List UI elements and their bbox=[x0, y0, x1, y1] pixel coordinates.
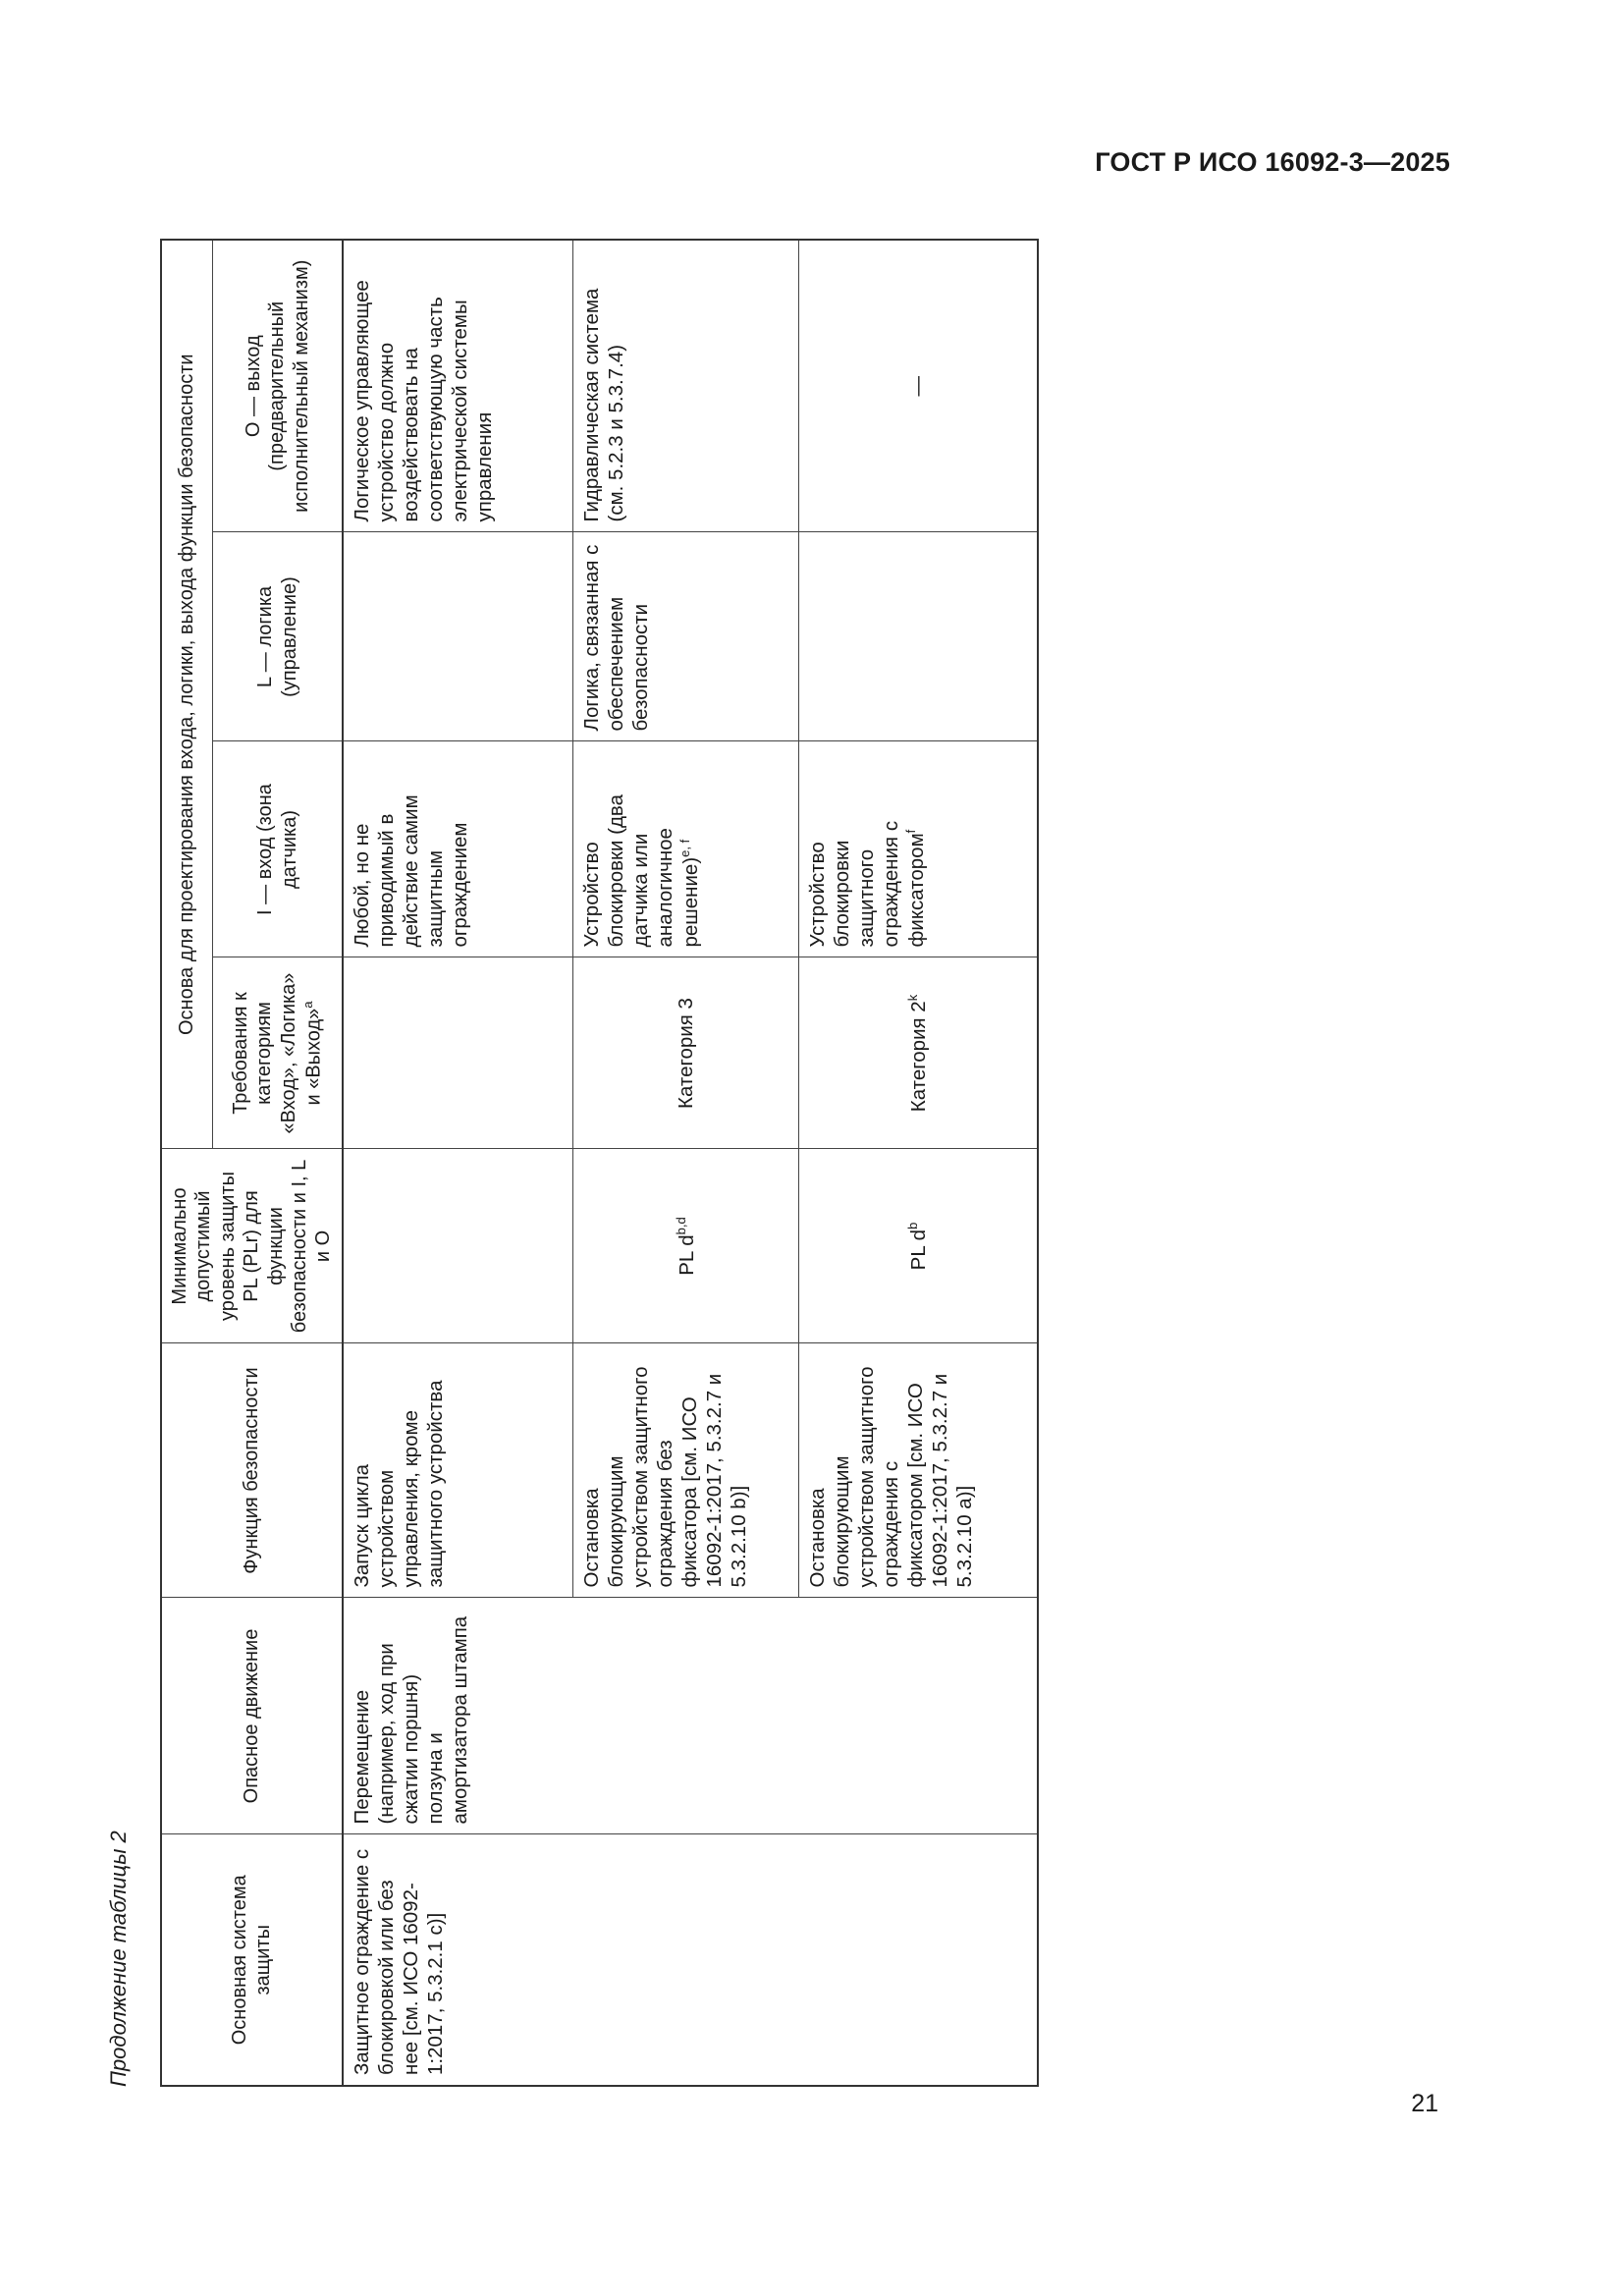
pl-value: PL d bbox=[906, 1229, 930, 1271]
logic-cell bbox=[343, 532, 573, 741]
category-value: Категория 3 bbox=[675, 998, 698, 1109]
header-output: O — выход (предварительный исполнительный механизм) bbox=[213, 240, 343, 532]
input-cell: Любой, но не приводимый в действие самим защитным ограждением bbox=[343, 741, 573, 957]
safety-functions-table bbox=[160, 239, 1039, 2087]
table-row bbox=[343, 240, 573, 2086]
header-function: Функция безопасности bbox=[161, 1343, 343, 1598]
input-sup: f bbox=[903, 829, 919, 834]
pl-sup: b,d bbox=[673, 1217, 688, 1235]
system-cell: Защитное ограждение с блокировкой или без нее [см. ИСО 16092-1:2017, 5.3.2.1 c)] bbox=[343, 1834, 1038, 2086]
header-category-sup: a bbox=[300, 1001, 316, 1009]
input-cell bbox=[573, 741, 799, 957]
pl-cell bbox=[573, 1149, 799, 1343]
header-input: I — вход (зона датчика) bbox=[213, 741, 343, 957]
table-caption: Продолжение таблицы 2 bbox=[106, 1831, 131, 2087]
category-cell bbox=[343, 957, 573, 1149]
input-value: Устройство блокировки (два датчика или аналогичное решение) bbox=[580, 794, 703, 948]
page-number: 21 bbox=[1411, 2090, 1438, 2117]
output-cell: Гидравлическая система (см. 5.2.3 и 5.3.7.4) bbox=[573, 240, 799, 532]
pl-cell bbox=[343, 1149, 573, 1343]
category-cell bbox=[573, 957, 799, 1149]
hazard-cell: Перемещение (например, ход при сжатии поршня) ползуна и амортизатора штампа bbox=[343, 1598, 1038, 1834]
input-cell bbox=[799, 741, 1038, 957]
input-sup: e, f bbox=[677, 839, 693, 857]
category-cell bbox=[799, 957, 1038, 1149]
header-basis-group: Основа для проектирования входа, логики, выхода функции безопасности bbox=[161, 240, 213, 1149]
pl-cell bbox=[799, 1149, 1038, 1343]
logic-cell: Логика, связанная с обеспечением безопасности bbox=[573, 532, 799, 741]
header-pl: Минимально допустимый уровень защиты PL (PLr) для функции безопасности и I, L и O bbox=[161, 1149, 343, 1343]
header-hazard: Опасное движение bbox=[161, 1598, 343, 1834]
pl-sup: b bbox=[905, 1222, 921, 1230]
input-value: Устройство блокировки защитного ограждения с фиксатором bbox=[806, 820, 929, 948]
header-category bbox=[213, 957, 343, 1149]
function-cell: Запуск цикла устройством управления, кроме защитного устройства bbox=[343, 1343, 573, 1598]
header-row-1 bbox=[161, 240, 213, 2086]
pl-value: PL d bbox=[675, 1234, 698, 1276]
header-category-text: Требования к категориям «Вход», «Логика» и «Выход» bbox=[229, 972, 325, 1134]
rotated-table-block bbox=[106, 241, 1034, 2087]
document-code: ГОСТ Р ИСО 16092-3—2025 bbox=[1095, 147, 1450, 177]
logic-cell bbox=[799, 532, 1038, 741]
category-sup: k bbox=[905, 994, 921, 1002]
header-logic: L — логика (управление) bbox=[213, 532, 343, 741]
function-cell: Остановка блокирующим устройством защитного ограждения с фиксатором [см. ИСО 16092-1:2017, 5.3.2.7 и 5.3.2.10 a)] bbox=[799, 1343, 1038, 1598]
function-cell: Остановка блокирующим устройством защитного ограждения без фиксатора [см. ИСО 16092-1:2017, 5.3.2.7 и 5.3.2.10 b)] bbox=[573, 1343, 799, 1598]
output-cell: — bbox=[799, 240, 1038, 532]
category-value: Категория 2 bbox=[906, 1001, 930, 1113]
header-system: Основная система защиты bbox=[161, 1834, 343, 2086]
output-cell: Логическое управляющее устройство должно воздействовать на соответствующую часть электрической системы управления bbox=[343, 240, 573, 532]
